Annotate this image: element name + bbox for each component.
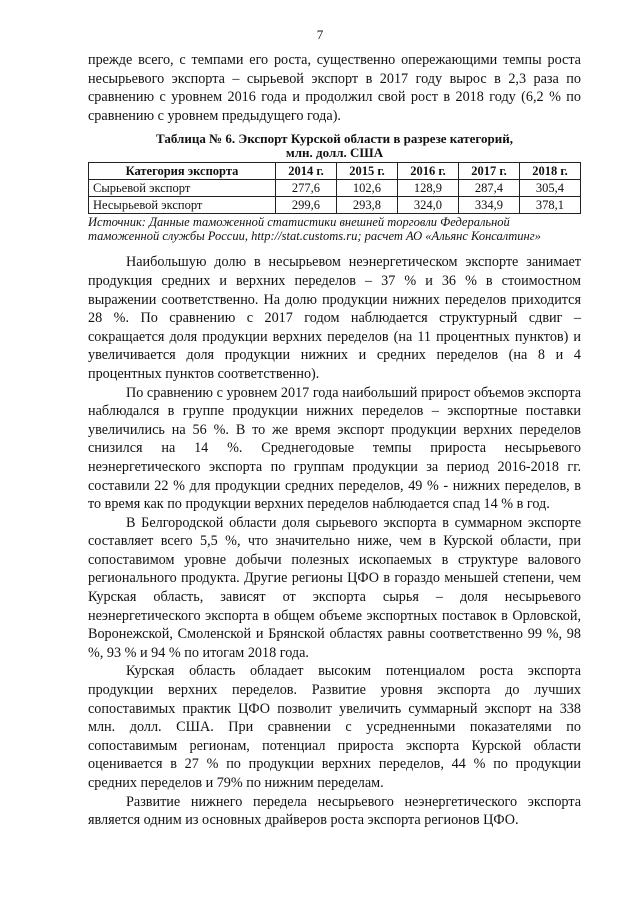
- header-category: Категория экспорта: [89, 163, 276, 180]
- table-source: Источник: Данные таможенной статистики внешней торговли Федеральной таможенной службы России, http://stat.customs.ru; расчет АО «Альянс Консалтинг»: [88, 215, 541, 244]
- header-2015: 2015 г.: [336, 163, 397, 180]
- body-paragraph-3: В Белгородской области доля сырьевого экспорта в суммарном экспорте составляет всего 5,5 %, что значительно ниже, чем в Курской области, при сопоставимом уровне добычи полезных ископаемых в структуре валового регионального продукта. Другие регионы ЦФО в гораздо меньшей степени, чем Курская область, зависят от экспорта сырья – доля несырьевого неэнергетического экспорта в общем объеме экспортных поставок в Орловской, Воронежской, Смоленской и Брянской областях равны соответственно 99 %, 98 %, 93 % и 94 % по итогам 2018 года.: [88, 514, 581, 661]
- row-category: Несырьевой экспорт: [89, 197, 276, 214]
- body-paragraph-1: Наибольшую долю в несырьевом неэнергетическом экспорте занимает продукция средних и верхних переделов – 37 % и 36 % в стоимостном выражении соответственно. На долю продукции нижних переделов приходится 28 %. По сравнению с 2017 годом наблюдается структурный сдвиг – сокращается доля продукции верхних переделов (на 11 процентных пунктов) и увеличивается доля продукции нижних и средних переделов (на 8 и 4 процентных пунктов соответственно).: [88, 254, 581, 382]
- cell-value: 334,9: [458, 197, 519, 214]
- table-title-line1: Таблица № 6. Экспорт Курской области в разрезе категорий,: [156, 131, 513, 147]
- table-title: [88, 132, 581, 160]
- cell-value: 287,4: [458, 180, 519, 197]
- header-2014: 2014 г.: [275, 163, 336, 180]
- table-row: [89, 180, 581, 197]
- body-paragraph-2: По сравнению с уровнем 2017 года наибольший прирост объемов экспорта наблюдался в группе продукции нижних переделов – экспортные поставки увеличились на 56 %. В то же время экспорт продукции верхних переделов снизился на 14 %. Среднегодовые темпы прироста несырьевого неэнергетического экспорта по группам продукции за период 2016-2018 гг. составили 22 % для продукции средних переделов, 49 % - нижних переделов, в то время как по продукции верхних переделов наблюдается спад 14 % в год.: [88, 384, 581, 513]
- page-number: 7: [316, 27, 324, 42]
- body-paragraph-5: Развитие нижнего передела несырьевого неэнергетического экспорта является одним из основных драйверов роста экспорта регионов ЦФО.: [88, 793, 581, 829]
- cell-value: 277,6: [275, 180, 336, 197]
- cell-value: 102,6: [336, 180, 397, 197]
- cell-value: 305,4: [519, 180, 580, 197]
- cell-value: 299,6: [275, 197, 336, 214]
- cell-value: 324,0: [397, 197, 458, 214]
- table-title-line2: млн. долл. США: [285, 145, 384, 161]
- document-body: [88, 51, 581, 830]
- header-2017: 2017 г.: [458, 163, 519, 180]
- intro-paragraph: прежде всего, с темпами его роста, существенно опережающими темпы роста несырьевого экспорта – сырьевой экспорт в 2017 году вырос в 2,3 раза по сравнению с уровнем 2016 года и продолжил свой рост в 2018 году (6,2 % по сравнению с уровнем предыдущего года).: [88, 52, 581, 124]
- table-row: [89, 197, 581, 214]
- header-2018: 2018 г.: [519, 163, 580, 180]
- cell-value: 293,8: [336, 197, 397, 214]
- body-paragraph-4: Курская область обладает высоким потенциалом роста экспорта продукции верхних переделов. Развитие уровня экспорта до лучших сопоставимых практик ЦФО позволит увеличить суммарный экспорт на 338 млн. долл. США. При сравнении с усредненными показателями по сопоставимым регионам, потенциал прироста экспорта Курской области оценивается в 27 % по продукции верхних переделов, 44 % по продукции средних переделов и 79% по нижним переделам.: [88, 663, 581, 791]
- table-header-row: [89, 163, 581, 180]
- row-category: Сырьевой экспорт: [89, 180, 276, 197]
- export-table: [88, 162, 581, 214]
- cell-value: 128,9: [397, 180, 458, 197]
- cell-value: 378,1: [519, 197, 580, 214]
- header-2016: 2016 г.: [397, 163, 458, 180]
